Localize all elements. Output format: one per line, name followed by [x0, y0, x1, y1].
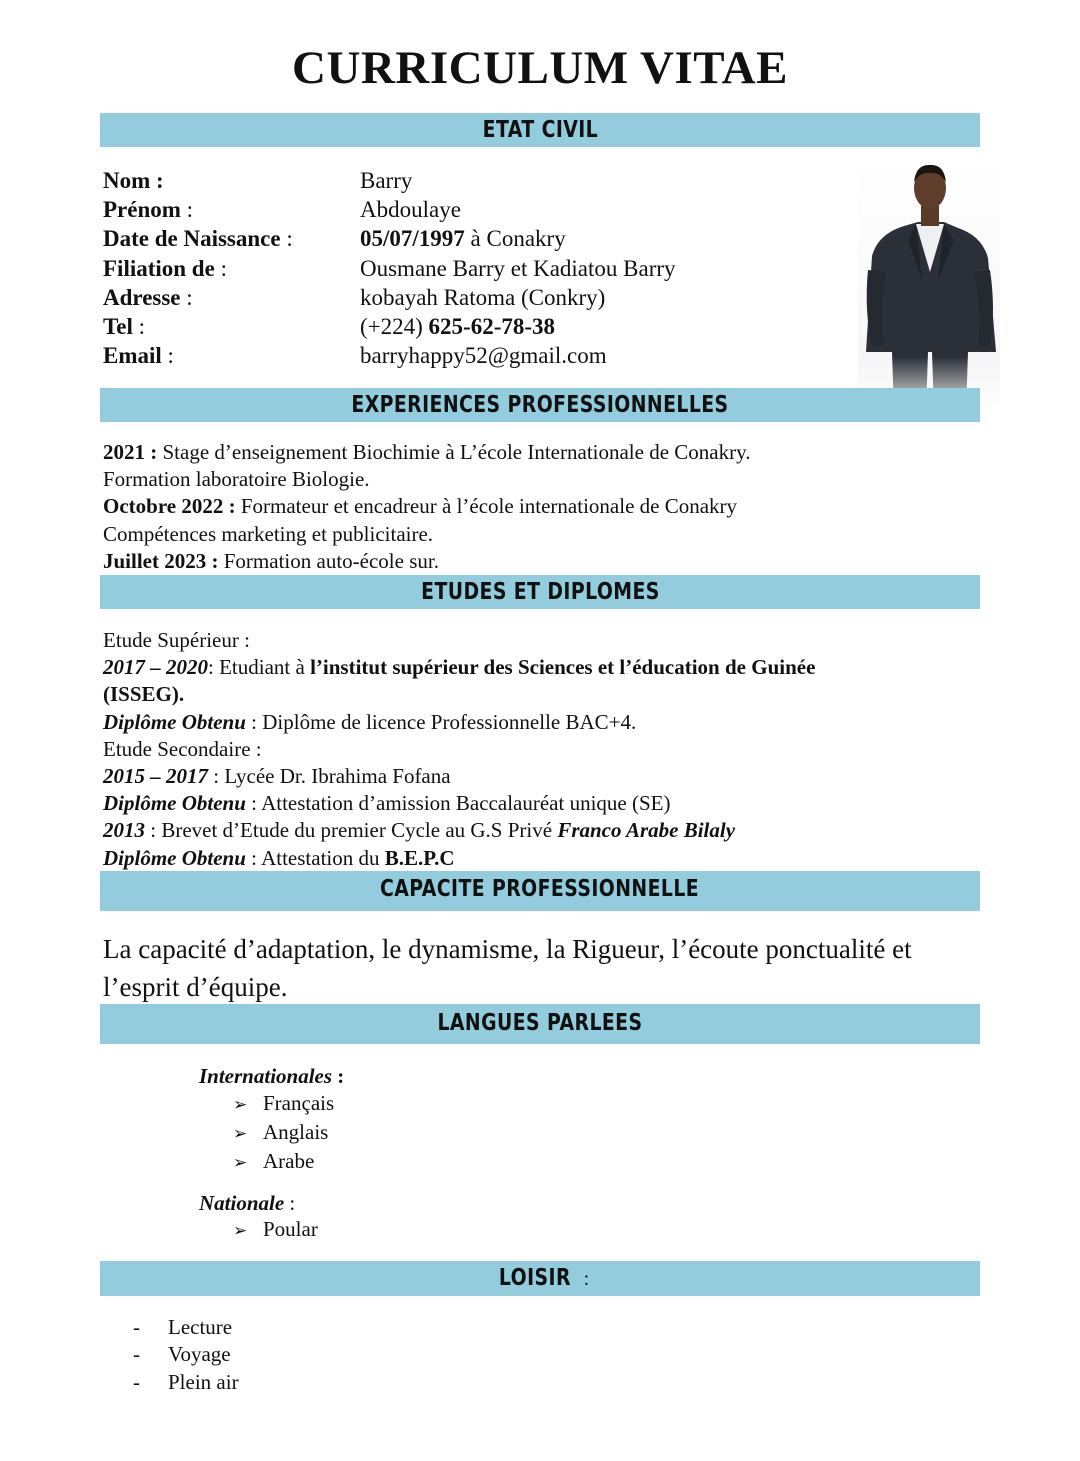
loisir-item: Voyage — [168, 1342, 231, 1367]
langue-item: Arabe — [263, 1149, 315, 1173]
dash-bullet: - — [133, 1369, 140, 1394]
langues-nationale-label — [199, 1190, 295, 1217]
civil-row-nom — [103, 166, 676, 195]
experience-item — [103, 548, 963, 575]
page-title: CURRICULUM VITAE — [292, 42, 788, 94]
arrow-bullet-icon: ➢ — [233, 1095, 248, 1115]
langues-nat-sep: : — [284, 1191, 296, 1215]
etude-bepc-year: 2013 — [103, 818, 145, 843]
langue-item: Français — [263, 1091, 335, 1115]
langues-inter-title: Internationales — [199, 1064, 333, 1088]
section-etat-civil — [100, 113, 980, 147]
experience-date: 2021 : — [103, 440, 158, 464]
naissance-sep: : — [280, 226, 293, 252]
naissance-lieu: à Conakry — [464, 226, 566, 252]
experience-text: Formation auto-école sur. — [218, 548, 439, 573]
loisir-item: Plein air — [168, 1369, 239, 1394]
list-item — [233, 1148, 334, 1177]
filiation-label: Filiation de — [103, 255, 215, 281]
etudes-list — [103, 627, 963, 872]
email-sep: : — [161, 343, 174, 369]
bepc-name: B.E.P.C — [384, 845, 455, 870]
experience-text: Stage d’enseignement Biochimie à L’école Internationale de Conakry. — [157, 440, 751, 464]
prenom-sep: : — [180, 197, 194, 223]
etude-sec-period: 2015 – 2017 — [103, 764, 208, 789]
civil-row-tel — [103, 312, 676, 341]
section-etudes — [100, 575, 980, 609]
person-portrait-icon — [858, 160, 1000, 412]
list-item — [133, 1341, 239, 1368]
diplome-value: : Diplôme de licence Professionnelle BAC+4. — [245, 709, 637, 734]
nom-value: Barry — [360, 168, 413, 193]
section-loisir-label: LOISIR — [498, 1265, 571, 1291]
list-item — [233, 1216, 318, 1245]
langue-item: Poular — [263, 1217, 318, 1241]
experience-item — [103, 493, 963, 520]
langue-item: Anglais — [263, 1120, 329, 1144]
etude-sec-text: : Lycée Dr. Ibrahima Fofana — [208, 764, 451, 789]
section-loisir — [100, 1261, 980, 1296]
civil-row-email — [103, 341, 676, 370]
dash-bullet: - — [133, 1315, 140, 1339]
experiences-list — [103, 439, 963, 575]
list-item — [233, 1119, 334, 1148]
adresse-value: kobayah Ratoma (Conkry) — [360, 284, 606, 310]
list-item — [133, 1314, 239, 1341]
adresse-label: Adresse — [103, 284, 181, 310]
etude-sec-diplome — [103, 790, 963, 817]
tel-value: 625-62-78-38 — [428, 313, 556, 339]
tel-label: Tel — [103, 313, 133, 339]
tel-prefix: (+224) — [360, 313, 429, 339]
etude-sup-text: : Etudiant à — [208, 655, 311, 680]
nom-label: Nom : — [103, 168, 164, 193]
civil-row-adresse — [103, 283, 676, 312]
list-item — [233, 1090, 334, 1119]
etude-bepc-diplome — [103, 845, 963, 872]
experience-text: Compétences marketing et publicitaire. — [103, 521, 434, 546]
etude-bepc-school: Franco Arabe Bilaly — [557, 818, 736, 843]
etude-sup-school-line2 — [103, 681, 963, 708]
naissance-label: Date de Naissance — [103, 226, 281, 252]
section-experiences-label: EXPERIENCES PROFESSIONNELLES — [351, 392, 729, 418]
section-etat-civil-label: ETAT CIVIL — [482, 117, 598, 143]
diplome-value: : Attestation du — [245, 845, 385, 870]
arrow-bullet-icon: ➢ — [233, 1124, 248, 1144]
diplome-label: Diplôme Obtenu — [103, 709, 246, 734]
loisir-item: Lecture — [168, 1315, 233, 1339]
etude-sup-diplome — [103, 709, 963, 736]
experience-date: Juillet 2023 : — [103, 548, 219, 573]
filiation-value: Ousmane Barry et Kadiatou Barry — [360, 255, 676, 281]
etude-sup-line — [103, 654, 963, 681]
diplome-value: : Attestation d’amission Baccalauréat unique (SE) — [245, 791, 671, 816]
etude-sup-school: l’institut supérieur des Sciences et l’éducation de Guinée — [310, 655, 816, 680]
prenom-value: Abdoulaye — [360, 197, 461, 223]
diplome-label: Diplôme Obtenu — [103, 791, 246, 816]
section-langues — [100, 1004, 980, 1044]
etude-bepc-line — [103, 817, 963, 844]
experience-text: Formateur et encadreur à l’école internationale de Conakry — [235, 494, 738, 519]
filiation-sep: : — [214, 255, 227, 281]
arrow-bullet-icon: ➢ — [233, 1153, 248, 1173]
section-capacite — [100, 871, 980, 911]
langues-internationales-label — [199, 1063, 344, 1090]
civil-row-filiation — [103, 254, 676, 283]
civil-row-prenom — [103, 195, 676, 224]
section-langues-label: LANGUES PARLEES — [437, 1010, 643, 1036]
loisir-list — [133, 1314, 239, 1396]
experience-item — [103, 521, 963, 548]
dash-bullet: - — [133, 1342, 140, 1367]
etude-sup-school-abbr: (ISSEG). — [103, 682, 185, 707]
etude-sup-period: 2017 – 2020 — [103, 655, 208, 680]
section-experiences — [100, 388, 980, 422]
section-loisir-suffix: : — [578, 1268, 590, 1290]
section-capacite-label: CAPACITE PROFESSIONNELLE — [380, 876, 700, 902]
experience-date: Octobre 2022 : — [103, 494, 236, 519]
langues-inter-sep: : — [332, 1064, 345, 1088]
langues-internationales-list — [233, 1090, 334, 1177]
profile-photo — [858, 160, 1000, 412]
naissance-date: 05/07/1997 — [360, 226, 465, 252]
section-etudes-label: ETUDES ET DIPLOMES — [420, 579, 660, 605]
etude-sec-line — [103, 763, 963, 790]
prenom-label: Prénom — [103, 197, 181, 223]
experience-text: Formation laboratoire Biologie. — [103, 467, 370, 492]
email-value: barryhappy52@gmail.com — [360, 343, 607, 369]
email-label: Email — [103, 343, 162, 369]
experience-item — [103, 439, 963, 466]
tel-sep: : — [132, 313, 145, 339]
etude-sec-label: Etude Secondaire : — [103, 736, 262, 761]
etude-sup-label: Etude Supérieur : — [103, 628, 250, 652]
langues-nat-title: Nationale — [199, 1191, 285, 1215]
arrow-bullet-icon: ➢ — [233, 1221, 248, 1241]
langues-nationale-list — [233, 1216, 318, 1245]
capacite-text: La capacité d’adaptation, le dynamisme, la Rigueur, l’écoute ponctualité et l’esprit d’équipe. — [103, 934, 912, 1002]
adresse-sep: : — [180, 284, 193, 310]
list-item — [133, 1369, 239, 1396]
etat-civil-list — [103, 166, 676, 370]
experience-item — [103, 466, 963, 493]
etude-bepc-text: : Brevet d’Etude du premier Cycle au G.S Privé — [145, 818, 558, 843]
diplome-label: Diplôme Obtenu — [103, 845, 246, 870]
civil-row-naissance — [103, 224, 676, 253]
